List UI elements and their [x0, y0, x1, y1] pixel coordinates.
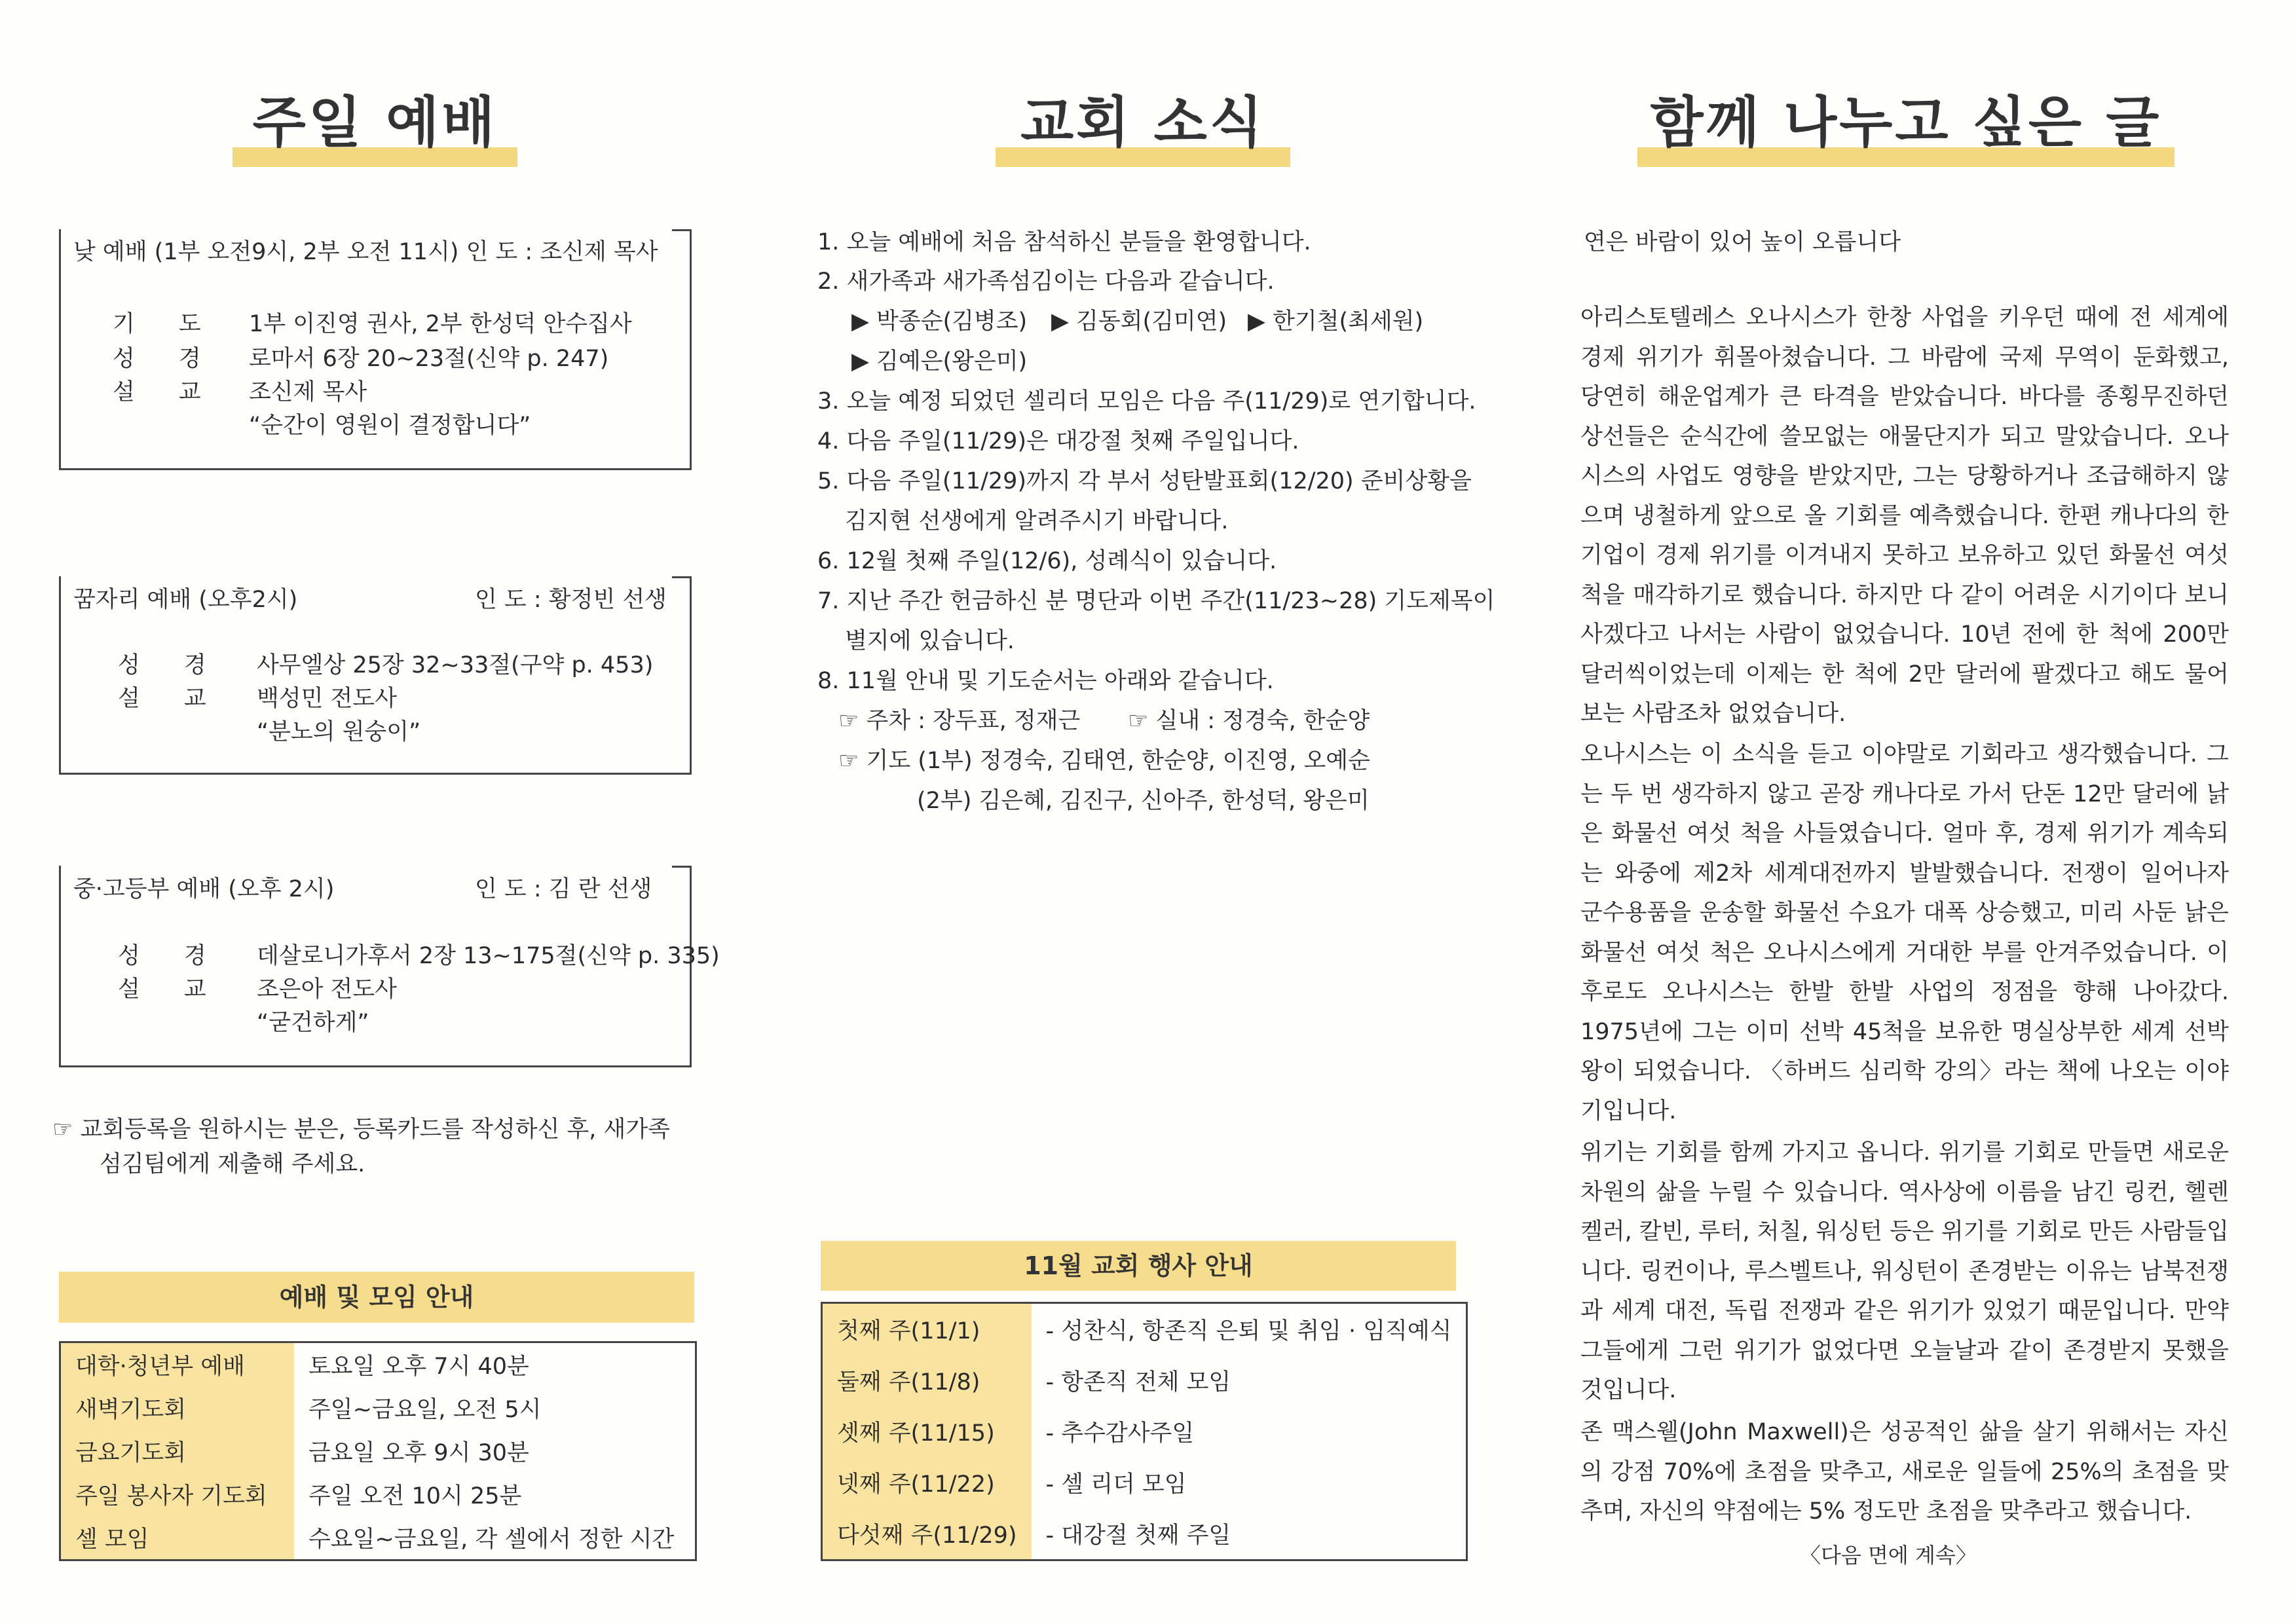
- essay-paragraph-2: 오나시스는 이 소식을 듣고 이야말로 기회라고 생각했습니다. 그는 두 번 생각하지 않고 곧장 캐나다로 가서 단돈 12만 달러에 낡은 화물선 여섯 척을 사들였습니다. 얼마 후, 경제 위기가 계속되는 와중에 제2차 세계대전까지 발발했습니다. 전쟁이 일어나자 군수용품을 운송할 화물선 수요가 대폭 상승했고, 미리 사둔 낡은 화물선 여섯 척은 오나시스에게 거대한 부를 안겨주었습니다. 이후로도 오나시스는 한발 한발 사업의 정점을 향해 나아갔다. 1975년에 그는 이미 선박 45척을 보유한 명실상부한 세계 선박왕이 되었습니다. 〈하버드 심리학 강의〉라는 책에 나오는 이야기입니다.: [1580, 741, 2229, 1124]
- news-item: 4. 다음 주일(11/29)은 대강절 첫째 주일입니다.: [817, 428, 1299, 454]
- news-newcomer: ▶ 김예은(왕은미): [851, 348, 1028, 375]
- youth-value-scripture: 데살로니가후서 2장 13~175절(신약 p. 335): [257, 943, 720, 969]
- event-week: 첫째 주(11/1): [822, 1303, 1032, 1356]
- youth-service-leader: 인 도 : 김 란 선생: [475, 876, 652, 902]
- continued-note: 〈다음 면에 계속〉: [1800, 1543, 1977, 1568]
- schedule-time: 주일~금요일, 오전 5시: [308, 1397, 542, 1423]
- events-title: 11월 교회 행사 안내: [821, 1241, 1456, 1291]
- schedule-name: 셀 모임: [60, 1516, 295, 1560]
- event-desc: - 성찬식, 항존직 은퇴 및 취임 · 임직예식: [1045, 1318, 1452, 1344]
- schedule-time: 금요일 오후 9시 30분: [308, 1440, 529, 1466]
- news-duty: ☞ 기도 (1부) 정경숙, 김태연, 한순양, 이진영, 오예순: [838, 748, 1370, 774]
- news-newcomer: ▶ 한기철(최세원): [1248, 308, 1424, 335]
- news-item: 6. 12월 첫째 주일(12/6), 성례식이 있습니다.: [817, 548, 1277, 574]
- table-row: [60, 1430, 696, 1473]
- essay-paragraph-1: 아리스토텔레스 오나시스가 한창 사업을 키우던 때에 전 세계에 경제 위기가 휘몰아쳤습니다. 그 바람에 국제 무역이 둔화했고, 당연히 해운업계가 큰 타격을 받았습니다. 바다를 종횡무진하던 상선들은 순식간에 쓸모없는 애물단지가 되고 말았습니다. 오나시스의 사업도 영향을 받았지만, 그는 당황하거나 조급해하지 않으며 냉철하게 앞으로 올 기회를 예측했습니다. 한편 캐나다의 한 기업이 경제 위기를 이겨내지 못하고 보유하고 있던 화물선 여섯 척을 매각하기로 했습니다. 하지만 다 같이 어려운 시기이다 보니 사겠다고 나서는 사람이 없었습니다. 10년 전에 한 척에 200만 달러씩이었는데 이제는 한 척에 2만 달러에 팔겠다고 해도 물어보는 사람조차 없었습니다.: [1580, 304, 2229, 727]
- dream-label-scripture: 성 경: [118, 652, 225, 678]
- news-newcomer: ▶ 박종순(김병조): [851, 308, 1028, 335]
- table-row: [822, 1457, 1467, 1508]
- youth-label-scripture: 성 경: [118, 943, 225, 969]
- event-desc: - 셀 리더 모임: [1045, 1471, 1187, 1498]
- news-newcomer: ▶ 김동회(김미연): [1051, 308, 1227, 335]
- news-duty: (2부) 김은혜, 김진구, 신아주, 한성덕, 왕은미: [917, 788, 1370, 814]
- schedule-time: 수요일~금요일, 각 셀에서 정한 시간: [308, 1526, 675, 1553]
- left-title: 주일 예배: [252, 90, 498, 155]
- day-value-sermon: 조신제 목사: [249, 379, 367, 405]
- event-desc: - 항존직 전체 모임: [1045, 1369, 1231, 1395]
- middle-heading: [996, 79, 1290, 158]
- schedule-name: 대학·청년부 예배: [60, 1342, 295, 1387]
- table-row: [60, 1342, 696, 1387]
- table-row: [822, 1303, 1467, 1356]
- table-row: [822, 1406, 1467, 1457]
- event-week: 다섯째 주(11/29): [822, 1508, 1032, 1560]
- day-service-header: 낮 예배 (1부 오전9시, 2부 오전 11시) 인 도 : 조신제 목사: [73, 239, 658, 265]
- news-item: 7. 지난 주간 헌금하신 분 명단과 이번 주간(11/23~28) 기도제목이: [817, 588, 1495, 614]
- news-item: 3. 오늘 예정 되었던 셀리더 모임은 다음 주(11/29)로 연기합니다.: [817, 388, 1476, 415]
- schedule-name: 새벽기도회: [60, 1386, 295, 1430]
- news-item: 1. 오늘 예배에 처음 참석하신 분들을 환영합니다.: [817, 229, 1311, 255]
- dream-sermon-title: “분노의 원숭이”: [257, 719, 421, 745]
- right-title: 함께 나누고 싶은 글: [1650, 90, 2162, 155]
- day-value-scripture: 로마서 6장 20~23절(신약 p. 247): [249, 346, 609, 372]
- schedule-title: 예배 및 모임 안내: [59, 1272, 694, 1323]
- youth-label-sermon: 설 교: [118, 976, 225, 1003]
- schedule-table: [59, 1341, 697, 1561]
- table-row: [60, 1473, 696, 1516]
- schedule-time: 주일 오전 10시 25분: [308, 1483, 522, 1509]
- essay-paragraph-4: 존 맥스웰(John Maxwell)은 성공적인 삶을 살기 위해서는 자신의 강점 70%에 초점을 맞추고, 새로운 일들에 25%의 초점을 맞추며, 자신의 약점에는 5% 정도만 초점을 맞추라고 했습니다.: [1580, 1419, 2229, 1524]
- dream-value-sermon: 백성민 전도사: [257, 686, 397, 712]
- youth-value-sermon: 조은아 전도사: [257, 976, 397, 1003]
- right-heading: [1637, 79, 2174, 158]
- left-heading: [233, 79, 517, 158]
- essay-paragraph-3: 위기는 기회를 함께 가지고 옵니다. 위기를 기회로 만들면 새로운 차원의 삶을 누릴 수 있습니다. 역사상에 이름을 남긴 링컨, 헬렌켈러, 칼빈, 루터, 처칠, 워싱턴 등은 위기를 기회로 만든 사람들입니다. 링컨이나, 루스벨트나, 워싱턴이 존경받는 이유는 남북전쟁과 세계 대전, 독립 전쟁과 같은 위기가 있었기 때문입니다. 만약 그들에게 그런 위기가 없었다면 오늘날과 같이 존경받지 못했을 것입니다.: [1580, 1139, 2229, 1403]
- event-desc: - 대강절 첫째 주일: [1045, 1522, 1231, 1549]
- news-item: 8. 11월 안내 및 기도순서는 아래와 같습니다.: [817, 668, 1274, 694]
- middle-title: 교회 소식: [1020, 90, 1265, 155]
- dream-service-header: 꿈자리 예배 (오후2시): [73, 587, 298, 613]
- event-desc: - 추수감사주일: [1045, 1420, 1195, 1447]
- dream-value-scripture: 사무엘상 25장 32~33절(구약 p. 453): [257, 652, 654, 678]
- youth-service-header: 중·고등부 예배 (오후 2시): [73, 876, 335, 902]
- event-week: 둘째 주(11/8): [822, 1355, 1032, 1406]
- day-value-prayer: 1부 이진영 권사, 2부 한성덕 안수집사: [249, 311, 632, 337]
- youth-sermon-title: “굳건하게”: [257, 1010, 369, 1036]
- dream-label-sermon: 설 교: [118, 686, 225, 712]
- schedule-time: 토요일 오후 7시 40분: [308, 1354, 529, 1380]
- table-row: [822, 1355, 1467, 1406]
- essay-subtitle: 연은 바람이 있어 높이 오릅니다: [1584, 229, 1901, 255]
- news-duty: ☞ 실내 : 정경숙, 한순양: [1128, 708, 1370, 734]
- table-row: [822, 1508, 1467, 1560]
- registration-note-line2: 섬김팀에게 제출해 주세요.: [100, 1151, 365, 1177]
- table-row: [60, 1516, 696, 1560]
- day-sermon-title: “순간이 영원이 결정합니다”: [249, 413, 531, 439]
- schedule-name: 주일 봉사자 기도회: [60, 1473, 295, 1516]
- schedule-name: 금요기도회: [60, 1430, 295, 1473]
- event-week: 셋째 주(11/15): [822, 1406, 1032, 1457]
- event-week: 넷째 주(11/22): [822, 1457, 1032, 1508]
- day-label-scripture: 성 경: [113, 346, 219, 372]
- news-item: 2. 새가족과 새가족섬김이는 다음과 같습니다.: [817, 268, 1275, 295]
- news-duty: ☞ 주차 : 장두표, 정재근: [838, 708, 1081, 734]
- registration-note-line1: ☞ 교회등록을 원하시는 분은, 등록카드를 작성하신 후, 새가족: [52, 1116, 670, 1143]
- dream-service-leader: 인 도 : 황정빈 선생: [475, 587, 667, 613]
- day-label-sermon: 설 교: [113, 379, 219, 405]
- table-row: [60, 1386, 696, 1430]
- news-item: 5. 다음 주일(11/29)까지 각 부서 성탄발표회(12/20) 준비상황을: [817, 468, 1472, 494]
- news-item-cont: 별지에 있습니다.: [845, 628, 1015, 654]
- events-table: [821, 1302, 1468, 1561]
- news-item-cont: 김지현 선생에게 알려주시기 바랍니다.: [845, 508, 1229, 534]
- day-label-prayer: 기 도: [113, 311, 219, 337]
